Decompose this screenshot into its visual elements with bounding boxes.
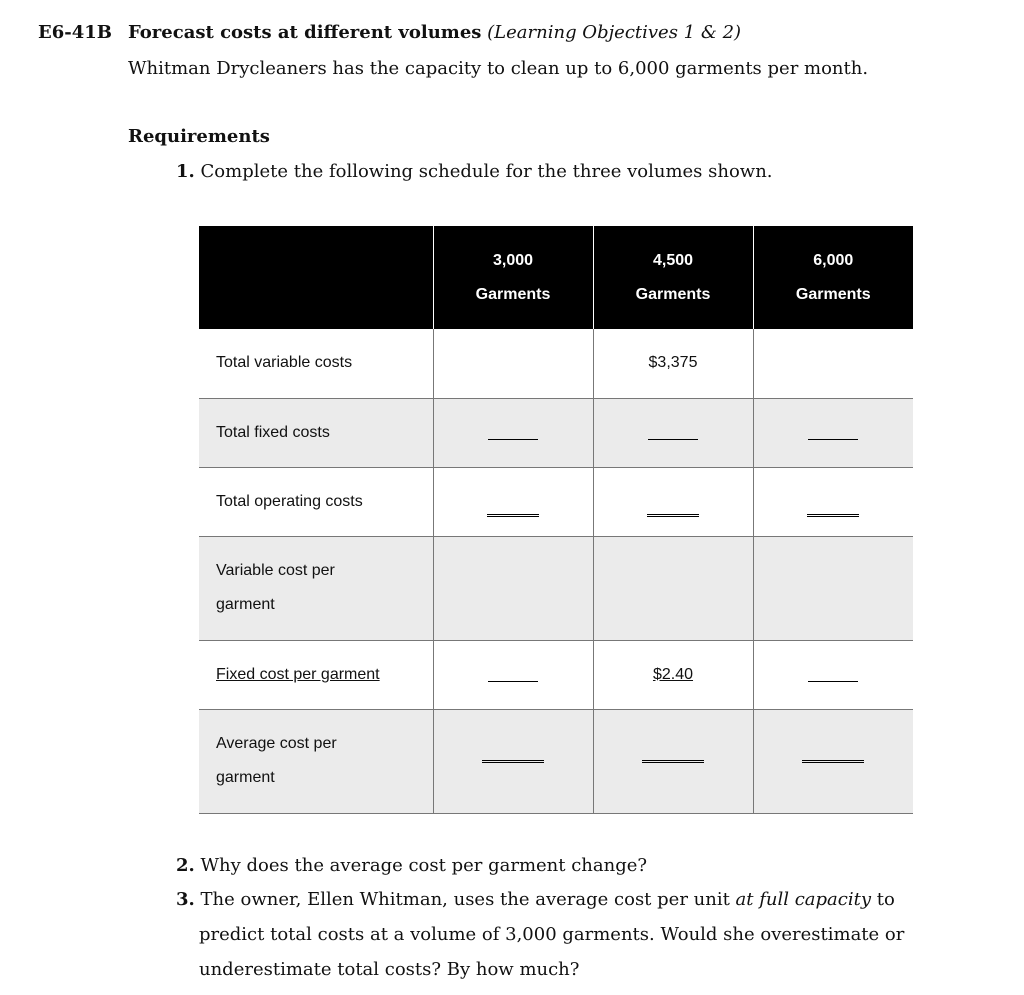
col-unit: Garments	[635, 285, 711, 303]
requirements-heading: Requirements	[128, 126, 270, 147]
answer-line	[808, 438, 858, 440]
double-answer-line	[642, 758, 704, 763]
schedule-col-header	[433, 226, 593, 329]
row-label: Total operating costs	[199, 467, 433, 536]
cell-input[interactable]	[753, 709, 913, 813]
cell-value[interactable]: $3,375	[593, 329, 753, 398]
exercise-title	[128, 22, 741, 43]
requirement-2-text: Why does the average cost per garment change?	[200, 855, 648, 876]
table-row	[199, 467, 913, 536]
cell-input[interactable]	[593, 467, 753, 536]
cell-input[interactable]	[753, 398, 913, 467]
col-unit: Garments	[795, 285, 871, 303]
answer-line	[648, 438, 698, 440]
double-answer-line	[482, 758, 544, 763]
row-label	[199, 640, 433, 709]
cell-input[interactable]	[593, 709, 753, 813]
schedule-header-row	[199, 226, 913, 329]
requirement-1-text: Complete the following schedule for the three volumes shown.	[200, 161, 773, 182]
answer-line	[488, 438, 538, 440]
requirement-3-line2: predict total costs at a volume of 3,000 garments. Would she overestimate or	[199, 924, 905, 945]
schedule-col-header	[593, 226, 753, 329]
row-label-line: Average cost per	[216, 735, 337, 752]
row-label-line: garment	[216, 596, 275, 613]
schedule-header-blank	[199, 226, 433, 329]
cell-input[interactable]	[753, 467, 913, 536]
cell-input[interactable]	[433, 536, 593, 640]
cell-input[interactable]	[753, 536, 913, 640]
cost-schedule-table	[199, 226, 913, 814]
table-row	[199, 709, 913, 813]
answer-line	[488, 680, 538, 682]
requirement-1	[176, 161, 773, 182]
double-answer-line	[487, 512, 539, 517]
table-row	[199, 329, 913, 398]
requirement-2-number: 2.	[176, 855, 195, 876]
requirement-2	[176, 855, 647, 876]
double-answer-line	[647, 512, 699, 517]
cell-input[interactable]	[433, 329, 593, 398]
requirement-1-number: 1.	[176, 161, 195, 182]
schedule-col-header	[753, 226, 913, 329]
table-row	[199, 536, 913, 640]
cell-input[interactable]	[433, 709, 593, 813]
exercise-intro: Whitman Drycleaners has the capacity to clean up to 6,000 garments per month.	[128, 58, 869, 79]
col-unit: Garments	[475, 285, 551, 303]
row-label	[199, 709, 433, 813]
answer-line	[808, 680, 858, 682]
table-row	[199, 398, 913, 467]
cell-input[interactable]	[433, 640, 593, 709]
col-volume: 3,000	[492, 251, 534, 269]
exercise-title-text: Forecast costs at different volumes	[128, 22, 482, 43]
row-label-line: garment	[216, 769, 275, 786]
requirement-3-number: 3.	[176, 889, 195, 910]
exercise-id: E6-41B	[38, 22, 112, 43]
requirement-3-text: The owner, Ellen Whitman, uses the average cost per unit	[200, 889, 736, 910]
requirement-3-line3: underestimate total costs? By how much?	[199, 959, 580, 980]
cell-input[interactable]	[753, 640, 913, 709]
row-label-text: Fixed cost per garment	[216, 665, 380, 683]
cell-value-text: $2.40	[652, 665, 694, 683]
cell-input[interactable]	[593, 536, 753, 640]
double-answer-line	[802, 758, 864, 763]
row-label-line: Variable cost per	[216, 562, 335, 579]
row-label: Total variable costs	[199, 329, 433, 398]
cell-input[interactable]	[753, 329, 913, 398]
requirement-3	[176, 889, 895, 910]
requirement-3-text-end: to	[871, 889, 895, 910]
requirement-3-emphasis: at full capacity	[735, 889, 872, 910]
col-volume: 4,500	[652, 251, 694, 269]
row-label	[199, 536, 433, 640]
row-label: Total fixed costs	[199, 398, 433, 467]
cell-input[interactable]	[433, 467, 593, 536]
cell-input[interactable]	[433, 398, 593, 467]
exercise-objectives: (Learning Objectives 1 & 2)	[487, 22, 742, 43]
col-volume: 6,000	[813, 251, 854, 269]
table-row	[199, 640, 913, 709]
cell-input[interactable]	[593, 398, 753, 467]
cell-value[interactable]	[593, 640, 753, 709]
double-answer-line	[807, 512, 859, 517]
